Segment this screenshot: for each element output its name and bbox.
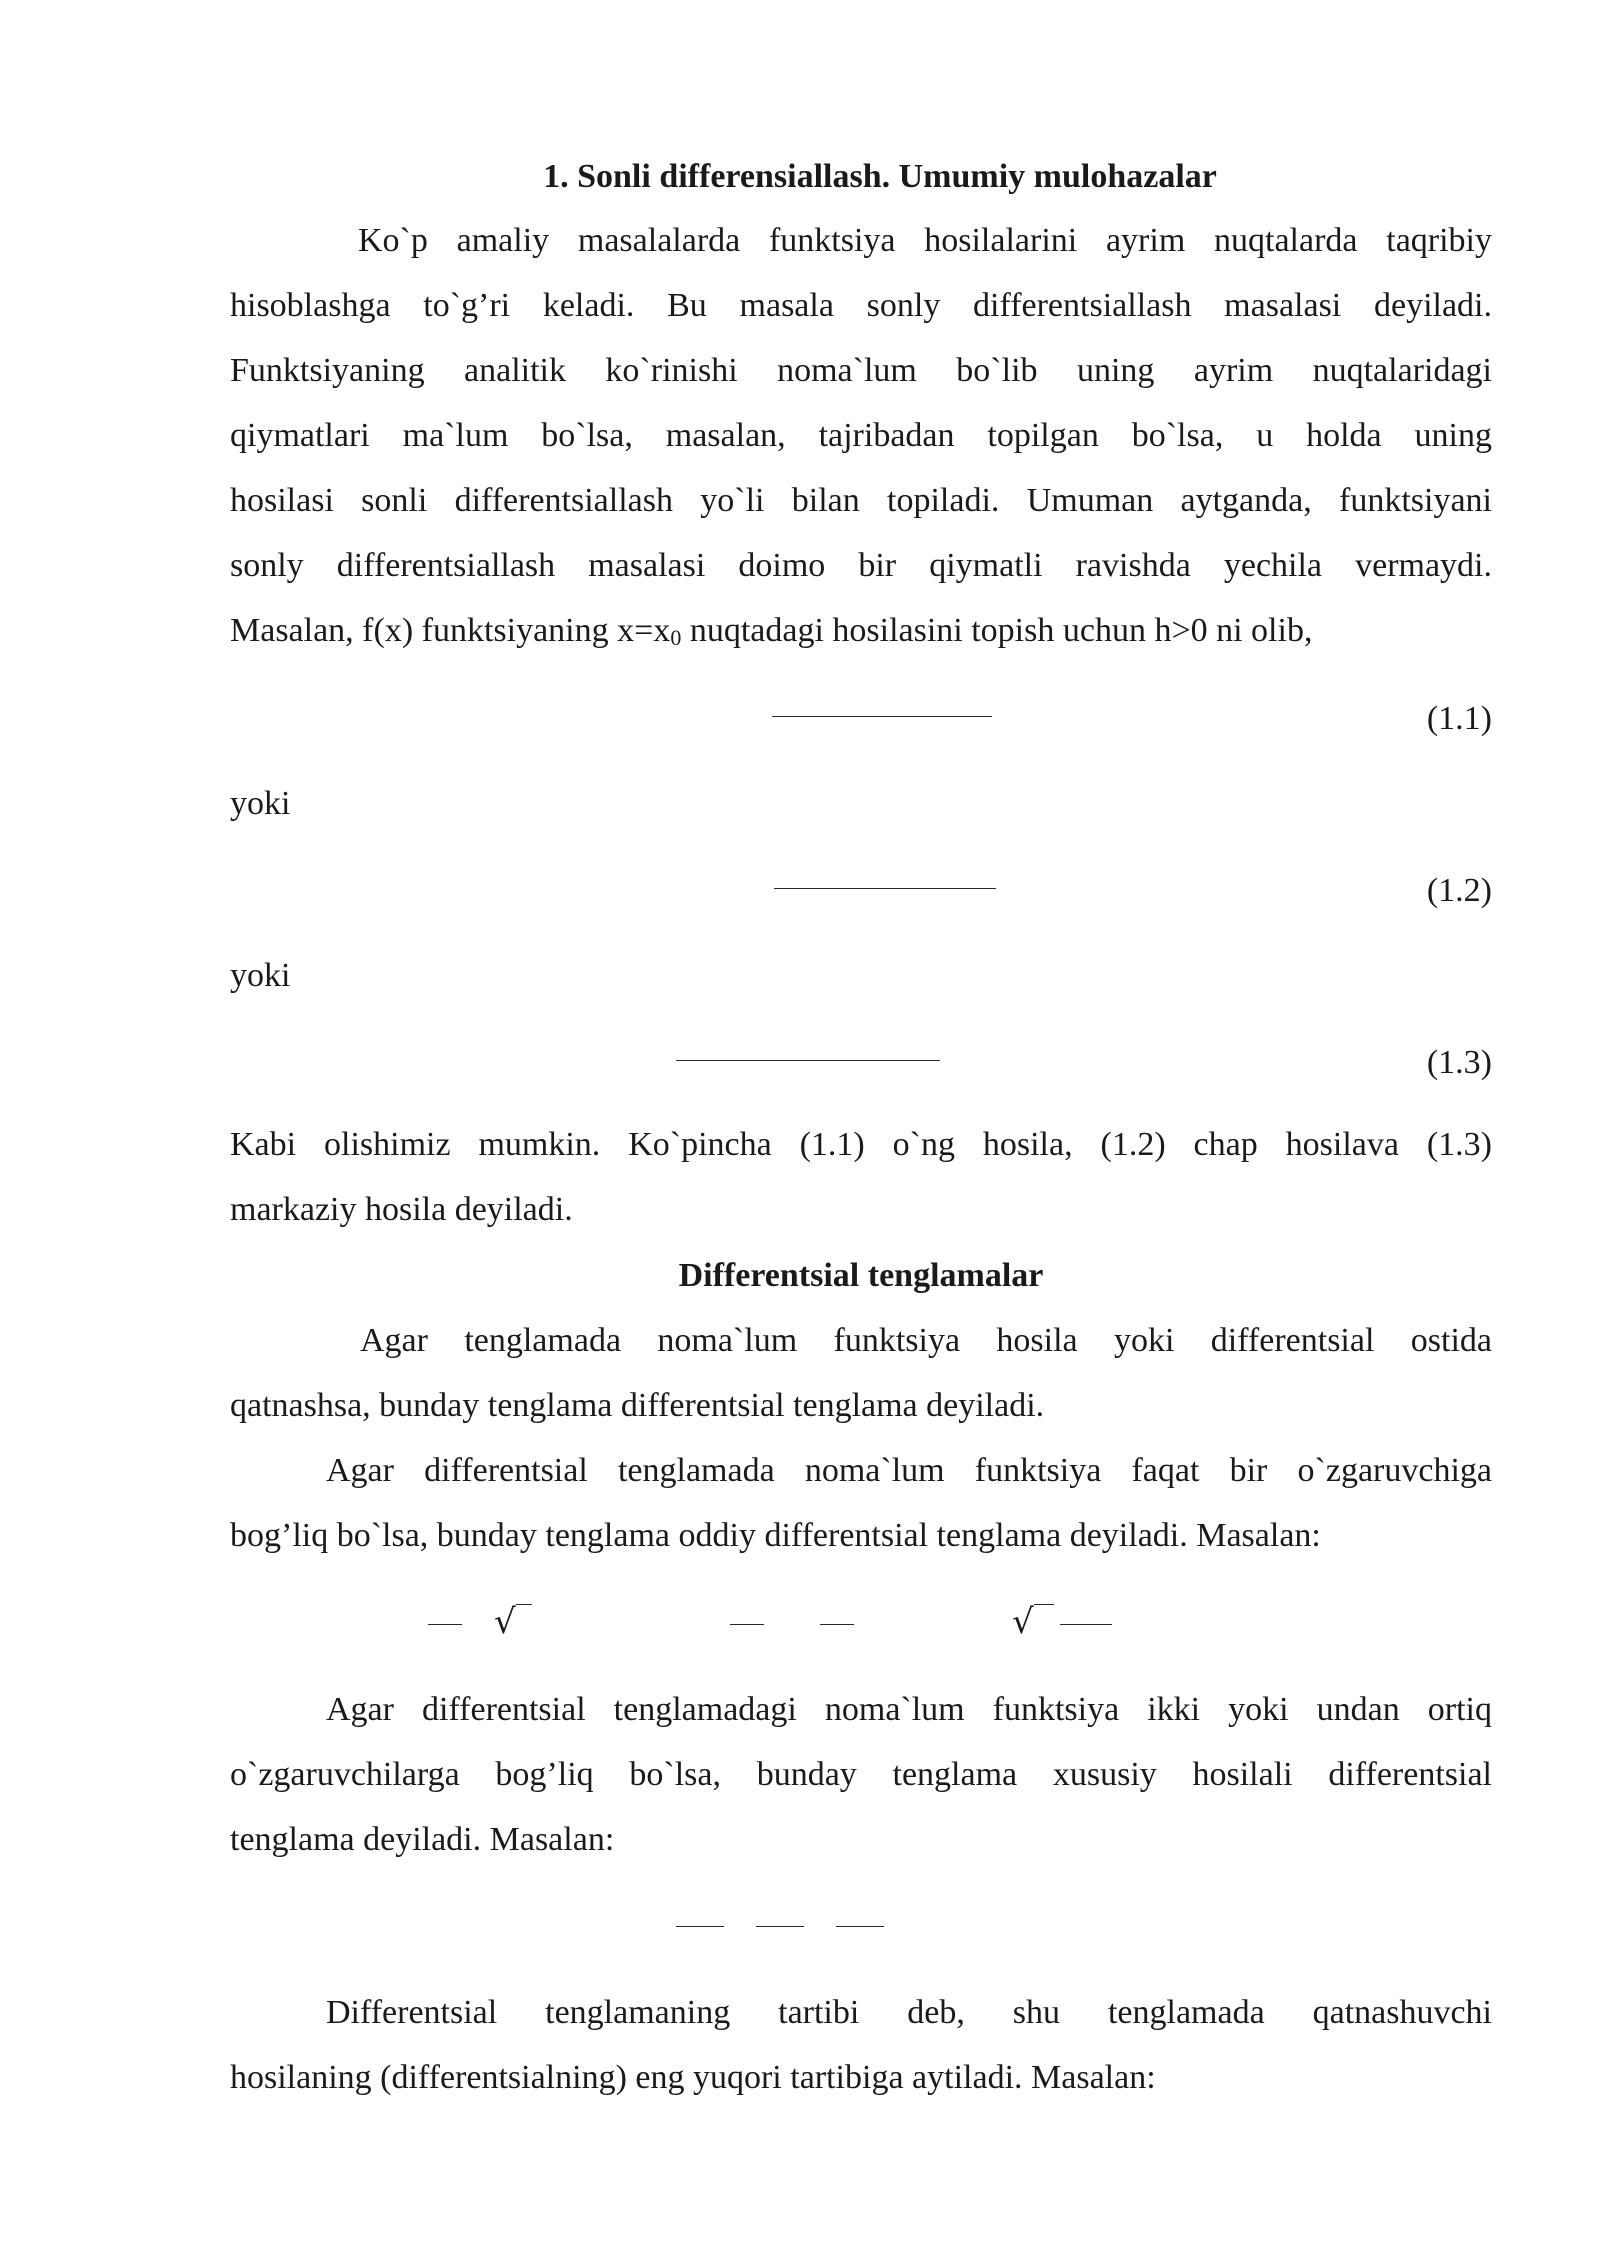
fraction-bar <box>756 1926 804 1927</box>
fraction-bar <box>676 1926 724 1927</box>
text-line: tenglama deyiladi. Masalan: <box>230 1821 615 1858</box>
section-heading: 1. Sonli differensiallash. Umumiy mulohazalar <box>543 158 1217 195</box>
paragraph <box>230 1677 1492 1872</box>
fraction-bar <box>730 1624 764 1625</box>
text-line: hosilaning (differentsialning) eng yuqori tartibiga aytiladi. Masalan: <box>230 2059 1156 2096</box>
text-line: qatnashsa, bunday tenglama differentsial tenglama deyiladi. <box>230 1387 1045 1424</box>
sqrt-symbol: √ <box>494 1602 516 1642</box>
text-line: bog’liq bo`lsa, bunday tenglama oddiy differentsial tenglama deyiladi. Masalan: <box>230 1517 1321 1554</box>
text-line: Agar differentsial tenglamadagi noma`lum funktsiya ikki yoki undan ortiq <box>326 1691 1492 1728</box>
text-line: yoki <box>230 785 291 822</box>
equation-number: (1.3) <box>1426 1044 1492 1081</box>
text-line: hosilasi sonli differentsiallash yo`li bilan topiladi. Umuman aytganda, funktsiyani <box>230 482 1492 519</box>
paragraph <box>230 1112 1492 1242</box>
text-line: Funktsiyaning analitik ko`rinishi noma`lum bo`lib uning ayrim nuqtalaridagi <box>230 352 1492 389</box>
text-line: markaziy hosila deyiladi. <box>230 1191 573 1228</box>
paragraph <box>230 208 1492 670</box>
fraction-bar <box>836 1926 884 1927</box>
text-line: Agar tenglamada noma`lum funktsiya hosila yoki differentsial ostida <box>360 1322 1492 1359</box>
paragraph <box>230 1980 1492 2110</box>
sqrt-symbol: √ <box>1012 1602 1034 1642</box>
text-line: Agar differentsial tenglamada noma`lum funktsiya faqat bir o`zgaruvchiga <box>326 1452 1492 1489</box>
text-line: Masalan, f(x) funktsiyaning $x=x_0$ nuqtadagi hosilasini topish uchun h>0 ni olib, <box>230 612 1313 650</box>
text-line: hisoblashga to`g’ri keladi. Bu masala sonly differentsiallash masalasi deyiladi. <box>230 287 1492 324</box>
text-line: sonly differentsiallash masalasi doimo bir qiymatli ravishda yechila vermaydi. <box>230 547 1492 584</box>
text-line: o`zgaruvchilarga bog’liq bo`lsa, bunday tenglama xususiy hosilali differentsial <box>230 1756 1492 1793</box>
sqrt-overline <box>1034 1604 1054 1605</box>
fraction-bar <box>428 1624 462 1625</box>
text-line: Ko`p amaliy masalalarda funktsiya hosilalarini ayrim nuqtalarda taqribiy <box>358 222 1492 259</box>
text-line: Kabi olishimiz mumkin. Ko`pincha (1.1) o`ng hosila, (1.2) chap hosilava (1.3) <box>230 1126 1492 1163</box>
paragraph <box>230 1308 1492 1438</box>
text-line: Differentsial tenglamaning tartibi deb, shu tenglamada qatnashuvchi <box>326 1994 1492 2031</box>
fraction-bar <box>1060 1624 1112 1625</box>
equation-number: (1.1) <box>1426 700 1492 737</box>
fraction-bar <box>774 888 996 889</box>
fraction-bar <box>772 716 992 717</box>
equation-number: (1.2) <box>1426 872 1492 909</box>
text-line: qiymatlari ma`lum bo`lsa, masalan, tajribadan topilgan bo`lsa, u holda uning <box>230 417 1492 454</box>
text-line: yoki <box>230 957 291 994</box>
sqrt-overline <box>516 1604 532 1605</box>
paragraph <box>230 1438 1492 1568</box>
fraction-bar <box>676 1060 940 1061</box>
fraction-bar <box>820 1624 854 1625</box>
section-heading: Differentsial tenglamalar <box>678 1257 1044 1294</box>
